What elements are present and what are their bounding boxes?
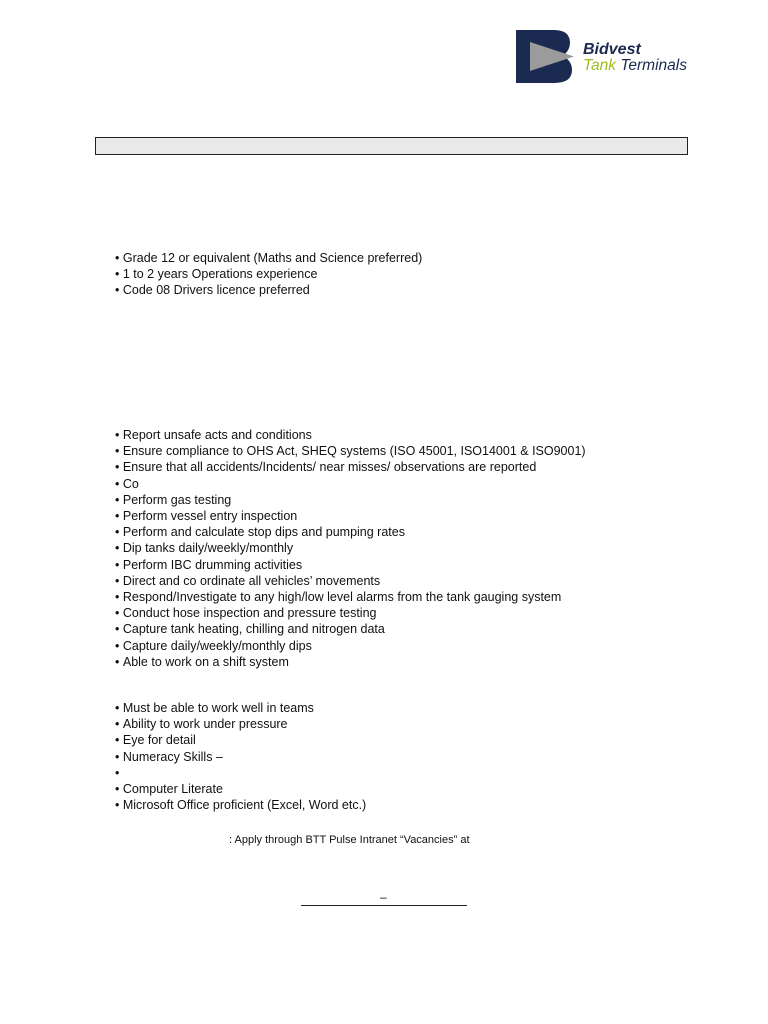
logo-wordmark <box>583 42 687 74</box>
list-item: • Direct and co ordinate all vehicles’ movements <box>115 573 586 589</box>
list-item: • Ability to work under pressure <box>115 716 366 732</box>
list-item: • Perform gas testing <box>115 492 586 508</box>
list-item <box>115 765 366 781</box>
list-item: • Perform vessel entry inspection <box>115 508 586 524</box>
list-item: • Code 08 Drivers licence preferred <box>115 282 422 298</box>
list-item: • Perform IBC drumming activities <box>115 557 586 573</box>
logo-word-terminals: Terminals <box>616 57 687 74</box>
company-logo <box>516 30 706 84</box>
signature-line <box>301 905 467 906</box>
skills-list <box>115 700 366 813</box>
list-item: • Dip tanks daily/weekly/monthly <box>115 540 586 556</box>
logo-line-tank-terminals <box>583 58 687 74</box>
duties-list <box>115 427 586 670</box>
apply-instructions: : Apply through BTT Pulse Intranet “Vacancies” at <box>229 834 470 846</box>
list-item: • Perform and calculate stop dips and pumping rates <box>115 524 586 540</box>
list-item: • Co <box>115 476 586 492</box>
bidvest-b-logo-icon <box>516 30 574 83</box>
list-item: • Numeracy Skills – <box>115 749 366 765</box>
job-title-bar <box>95 137 688 155</box>
logo-line-bidvest: Bidvest <box>583 41 641 58</box>
list-item: • Computer Literate <box>115 781 366 797</box>
list-item: • Report unsafe acts and conditions <box>115 427 586 443</box>
signature-dash: – <box>380 890 387 904</box>
requirements-list <box>115 250 422 299</box>
list-item: • Ensure that all accidents/Incidents/ near misses/ observations are reported <box>115 459 586 475</box>
list-item: • Conduct hose inspection and pressure testing <box>115 605 586 621</box>
list-item: • Able to work on a shift system <box>115 654 586 670</box>
list-item: • Must be able to work well in teams <box>115 700 366 716</box>
list-item: • Grade 12 or equivalent (Maths and Science preferred) <box>115 250 422 266</box>
list-item: • 1 to 2 years Operations experience <box>115 266 422 282</box>
list-item: • Respond/Investigate to any high/low level alarms from the tank gauging system <box>115 589 586 605</box>
list-item: • Capture tank heating, chilling and nitrogen data <box>115 621 586 637</box>
list-item: • Ensure compliance to OHS Act, SHEQ systems (ISO 45001, ISO14001 & ISO9001) <box>115 443 586 459</box>
list-item: • Microsoft Office proficient (Excel, Word etc.) <box>115 797 366 813</box>
list-item: • Capture daily/weekly/monthly dips <box>115 638 586 654</box>
list-item: • Eye for detail <box>115 732 366 748</box>
logo-word-tank: Tank <box>583 57 617 74</box>
